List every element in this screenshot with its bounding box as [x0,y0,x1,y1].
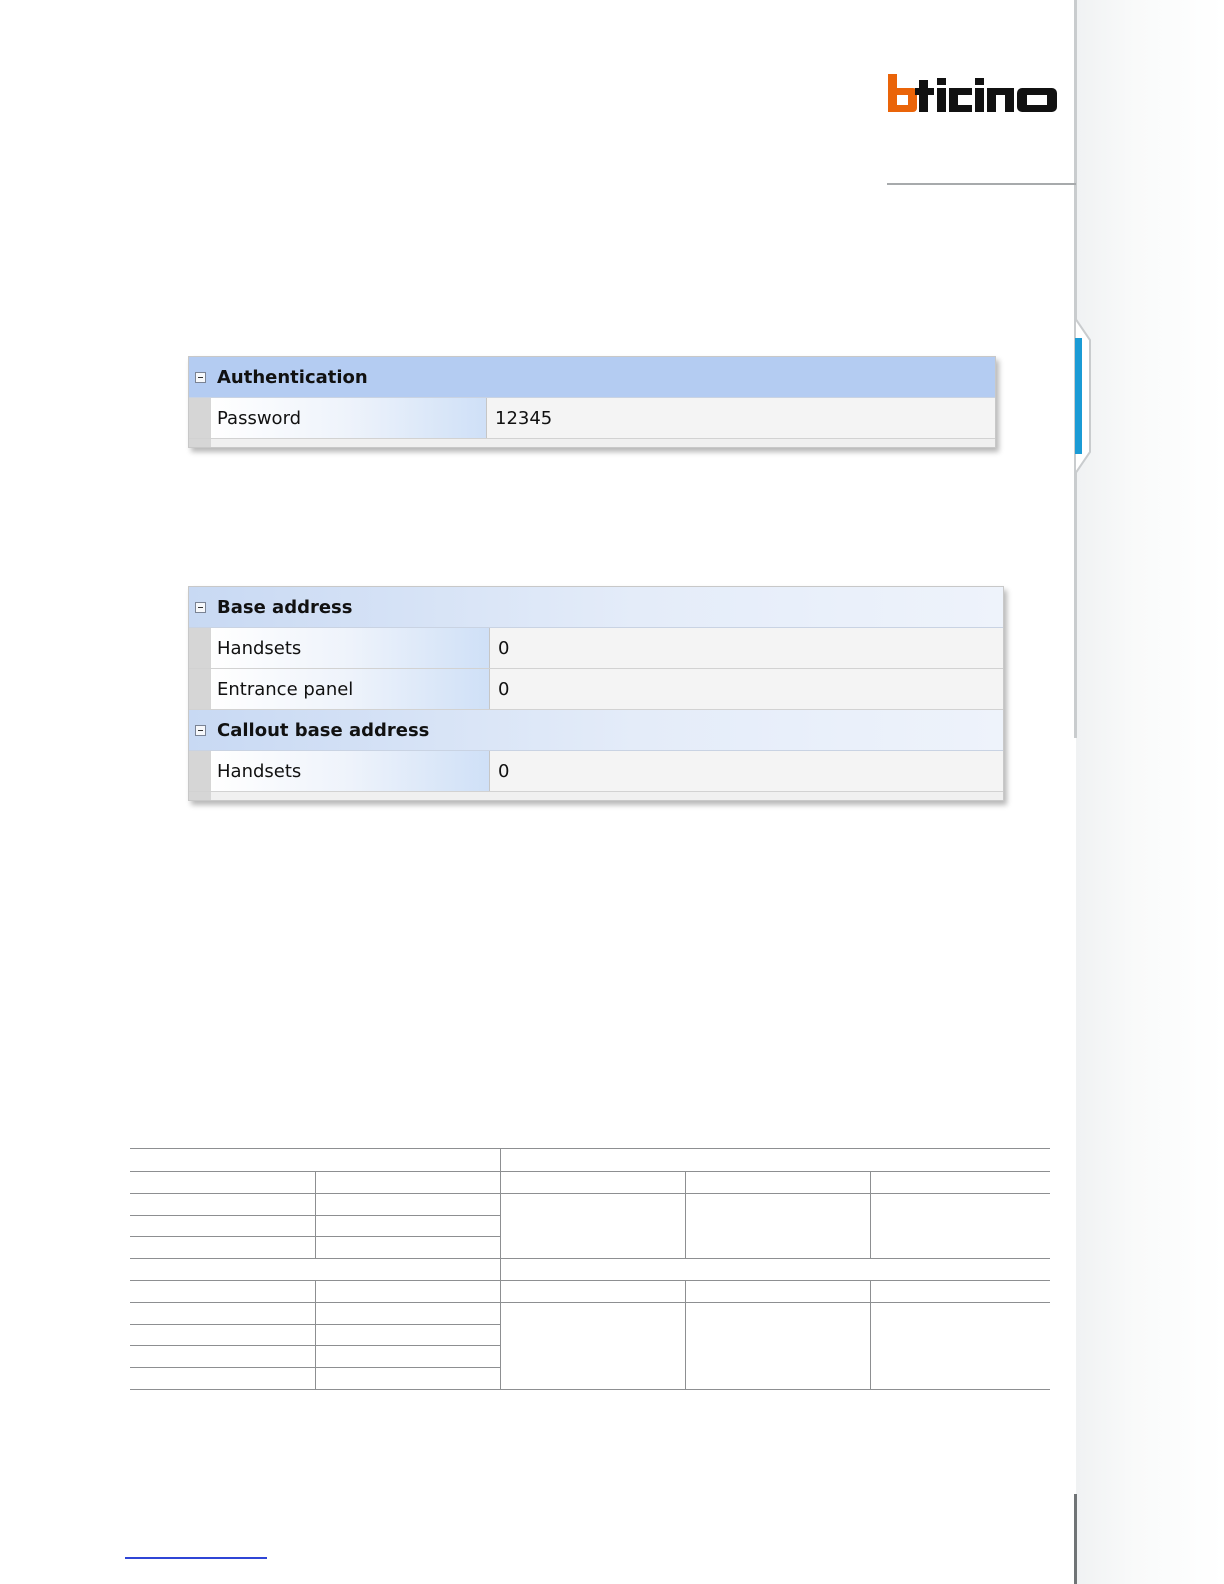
property-row-callout-handsets[interactable] [189,751,1003,792]
property-row-handsets[interactable] [189,628,1003,669]
property-name: Password [211,398,487,438]
authentication-property-grid [188,356,996,448]
minus-icon [195,372,206,383]
category-label: Base address [217,596,353,618]
category-authentication[interactable] [189,357,995,398]
property-row-password[interactable] [189,398,995,439]
collapse-toggle[interactable] [189,725,211,736]
category-label: Callout base address [217,719,430,741]
side-rail-line [1074,1494,1077,1584]
property-name: Entrance panel [211,669,490,709]
password-value-field[interactable]: 12345 [487,398,995,438]
minus-icon [195,725,206,736]
collapse-toggle[interactable] [189,372,211,383]
property-row-entrance-panel[interactable] [189,669,1003,710]
side-rail-line [1074,470,1077,738]
address-property-grid [188,586,1004,801]
category-label: Authentication [217,366,368,388]
entrance-panel-value-field[interactable]: 0 [490,669,1003,709]
header-rule [887,183,1076,185]
callout-handsets-value-field[interactable]: 0 [490,751,1003,791]
collapse-toggle[interactable] [189,602,211,613]
footer-link-underline[interactable] [125,1557,267,1559]
category-callout-base-address[interactable] [189,710,1003,751]
side-rail [1076,0,1224,1584]
side-rail-line [1074,0,1077,322]
section-tab-marker [1074,318,1094,474]
ruled-table [130,1148,1050,1390]
minus-icon [195,602,206,613]
handsets-value-field[interactable]: 0 [490,628,1003,668]
category-base-address[interactable] [189,587,1003,628]
property-name: Handsets [211,751,490,791]
logo-text: bticino [886,74,890,75]
bticino-logo [886,74,1060,116]
property-name: Handsets [211,628,490,668]
